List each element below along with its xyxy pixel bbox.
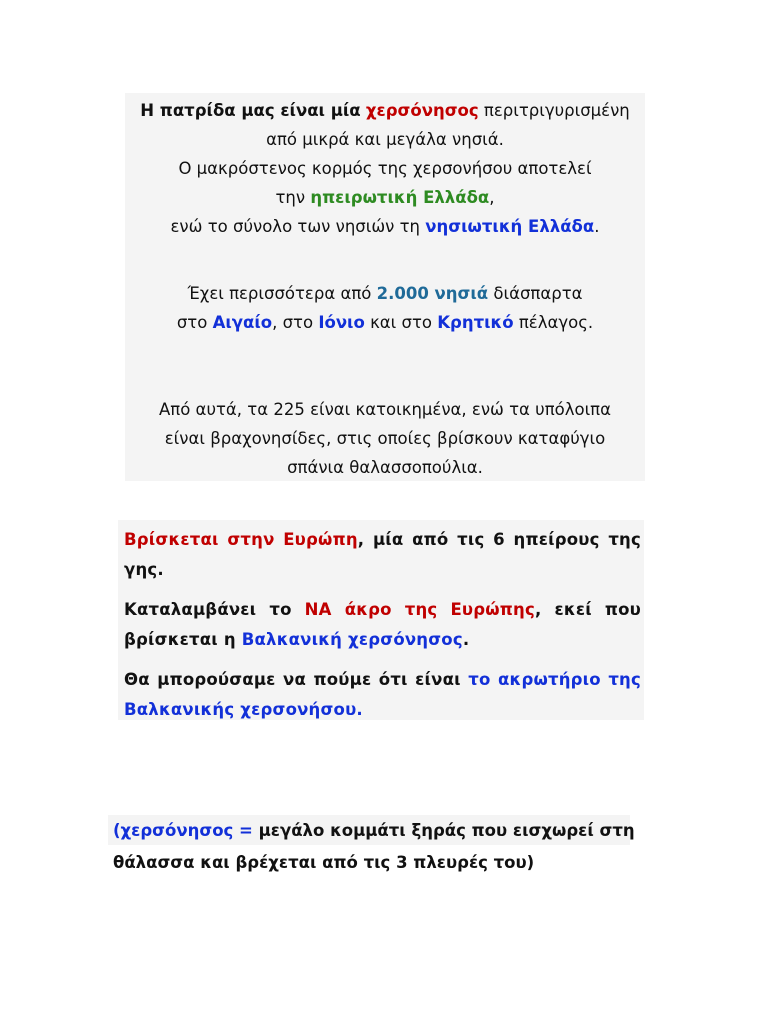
text-line xyxy=(113,815,633,847)
location-text-box xyxy=(118,520,644,720)
text-span: , εκεί που βρίσκεται η xyxy=(124,600,642,649)
inhabited-paragraph xyxy=(125,395,645,482)
text-line: από μικρά και μεγάλα νησιά. xyxy=(266,130,504,149)
text-span: μεγάλο κομμάτι ξηράς που εισχωρεί στη xyxy=(258,821,635,840)
definition-term: (χερσόνησος = xyxy=(113,821,253,840)
definition-text xyxy=(113,815,633,879)
text-line: Ο μακρόστενος κορμός της χερσονήσου αποτελεί xyxy=(178,159,592,178)
europe-paragraph xyxy=(124,525,641,585)
text-span: περιτριγυρισμένη xyxy=(483,101,630,120)
text-span: την xyxy=(275,188,306,207)
highlight-mainland-greece: ηπειρωτική Ελλάδα xyxy=(310,188,490,207)
text-span: στο xyxy=(176,313,208,332)
text-span: , xyxy=(489,188,495,207)
text-span: , στο xyxy=(272,313,314,332)
text-span: , μία από τις 6 ηπείρους της γης. xyxy=(124,530,641,579)
text-span: Καταλαμβάνει το xyxy=(124,600,292,619)
cape-paragraph xyxy=(124,665,641,725)
text-span: πέλαγος. xyxy=(518,313,594,332)
islands-paragraph xyxy=(125,279,645,337)
text-line xyxy=(125,212,645,241)
intro-text-box xyxy=(125,93,645,481)
highlight-balkan-cape: το ακρωτήριο της Βαλκανικής χερσονήσου. xyxy=(124,670,641,719)
highlight-insular-greece: νησιωτική Ελλάδα xyxy=(425,217,595,236)
southeast-paragraph xyxy=(124,595,641,655)
text-line: Από αυτά, τα 225 είναι κατοικημένα, ενώ τα υπόλοιπα xyxy=(159,400,611,419)
text-span: Η πατρίδα μας είναι μία xyxy=(140,101,361,120)
text-line xyxy=(125,183,645,212)
text-span: . xyxy=(462,630,470,649)
highlight-europe: Βρίσκεται στην Ευρώπη xyxy=(124,530,358,549)
highlight-aegean: Αιγαίο xyxy=(212,313,273,332)
text-line xyxy=(125,96,645,125)
text-line: σπάνια θαλασσοπούλια. xyxy=(287,458,483,477)
text-span: διάσπαρτα xyxy=(493,284,583,303)
highlight-ionian: Ιόνιο xyxy=(318,313,365,332)
highlight-balkan-peninsula: Βαλκανική χερσόνησος xyxy=(241,630,463,649)
text-span: Θα μπορούσαμε να πούμε ότι είναι xyxy=(124,670,461,689)
highlight-cretan: Κρητικό xyxy=(437,313,514,332)
text-line: είναι βραχονησίδες, στις οποίες βρίσκουν καταφύγιο xyxy=(164,429,606,448)
intro-paragraph xyxy=(125,93,645,241)
text-span: Έχει περισσότερα από xyxy=(187,284,372,303)
text-line xyxy=(125,279,645,308)
text-span: και στο xyxy=(370,313,432,332)
text-line xyxy=(125,308,645,337)
highlight-southeast-europe: ΝΑ άκρο της Ευρώπης xyxy=(304,600,535,619)
text-line: θάλασσα και βρέχεται από τις 3 πλευρές του) xyxy=(113,853,535,872)
text-span: ενώ το σύνολο των νησιών τη xyxy=(170,217,421,236)
highlight-peninsula: χερσόνησος xyxy=(365,101,479,120)
highlight-islands-count: 2.000 νησιά xyxy=(376,284,489,303)
text-span: . xyxy=(594,217,600,236)
